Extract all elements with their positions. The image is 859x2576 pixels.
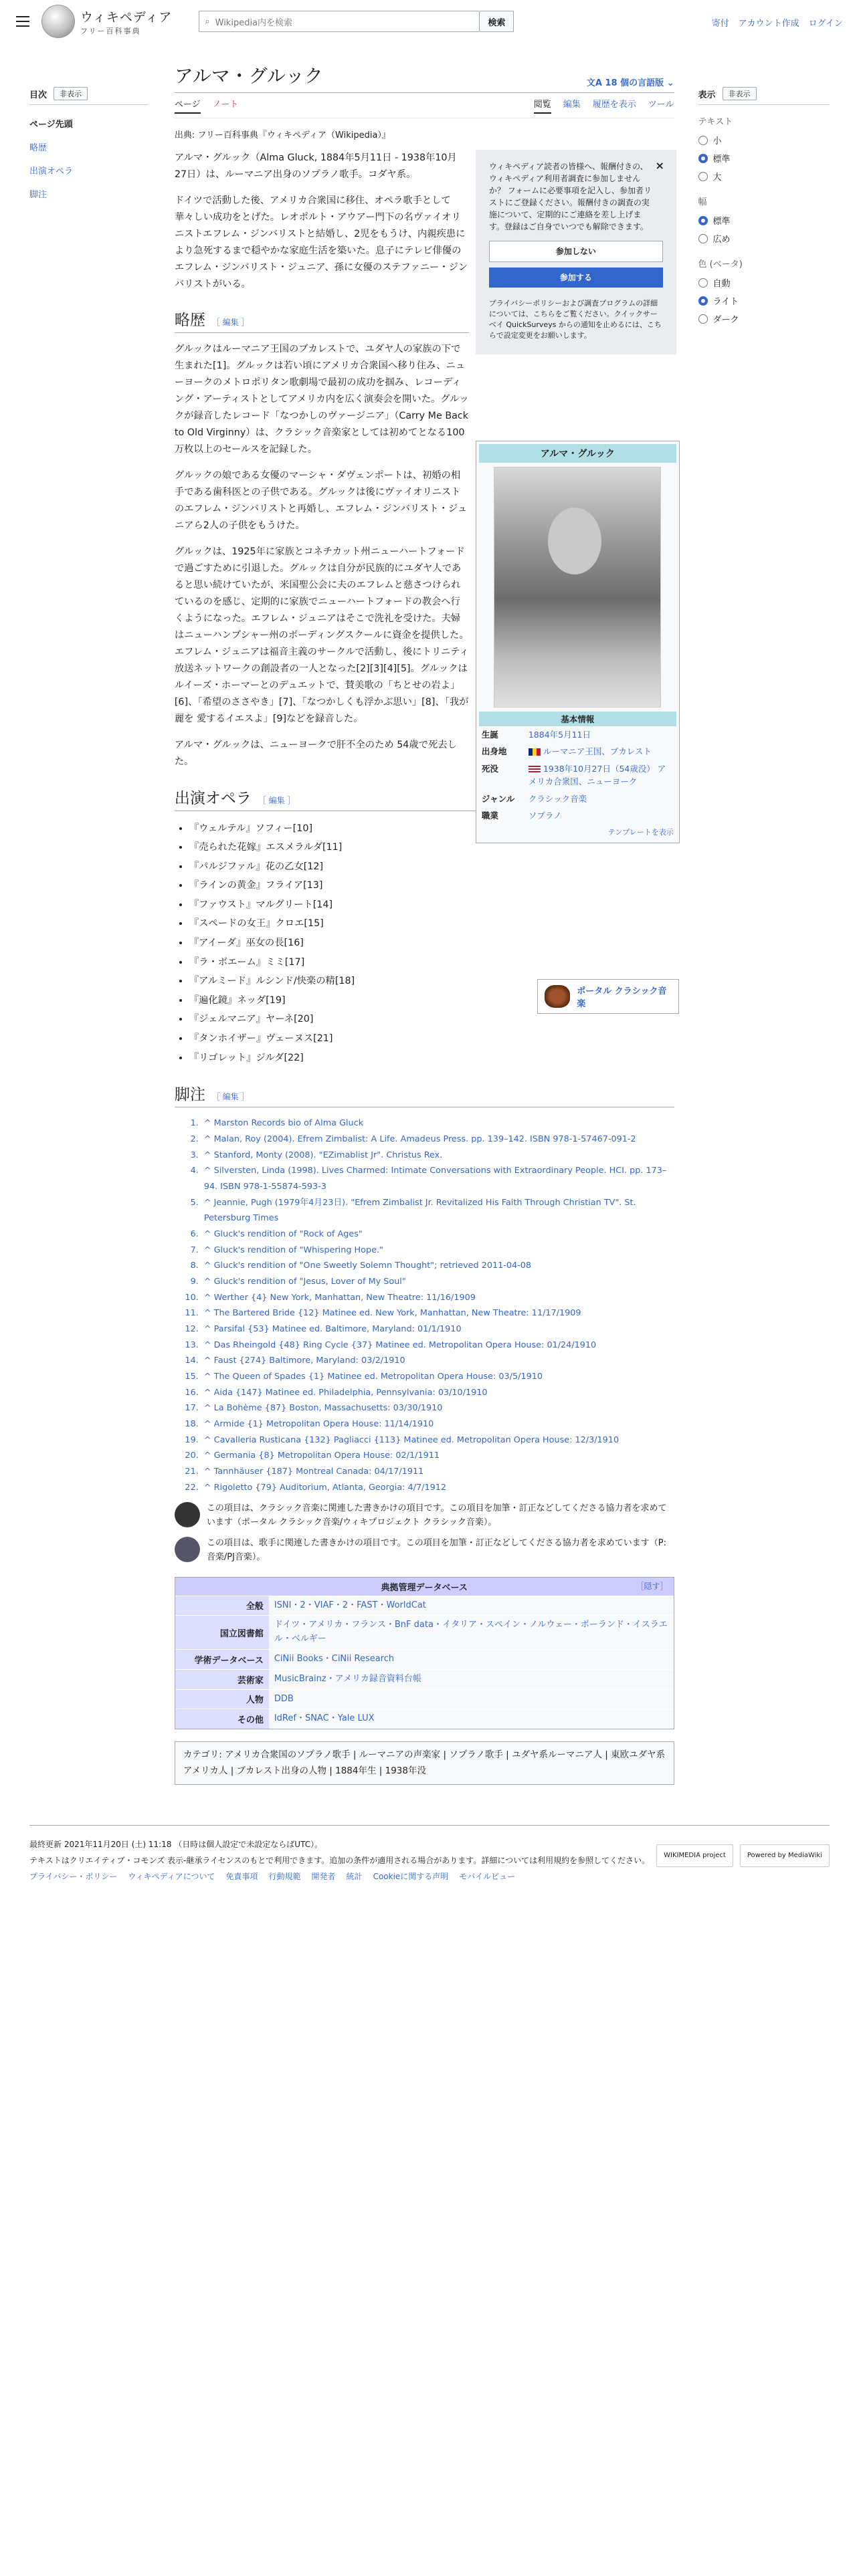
us-flag-icon [529,766,541,773]
operas-heading-text: 出演オペラ [174,789,252,807]
table-of-contents [29,43,148,1785]
authority-values[interactable]: CiNii Books・CiNii Research [269,1649,674,1669]
site-logo[interactable] [41,5,172,38]
reference-item[interactable]: 21. ^ Tannhäuser {187} Montreal Canada: 04/17/1911 [201,1464,674,1480]
violin-icon [545,985,570,1008]
width-standard[interactable] [698,211,830,229]
authority-values[interactable]: IdRef・SNAC・Yale LUX [269,1709,674,1729]
authority-hide-button[interactable]: ［隠す］ [636,1581,668,1591]
close-icon[interactable]: × [655,159,664,172]
category-box[interactable]: カテゴリ: アメリカ合衆国のソプラノ歌手 | ルーマニアの声楽家 | ソプラノ歌手 | ユダヤ系ルーマニア人 | 東欧ユダヤ系アメリカ人 | ブカレスト出身の人物 | 1884年生 | 1938年没 [175,1741,674,1785]
color-auto[interactable] [698,274,830,292]
section-heading-notes [175,1082,674,1107]
width-wide[interactable] [698,229,830,247]
section-heading-career [175,308,469,333]
footer-link[interactable]: プライバシー・ポリシー [29,1872,118,1882]
opera-item[interactable]: • 『スペードの女王』クロエ[15] [189,914,674,934]
survey-text: ウィキペディア読者の皆様へ、報酬付きの、ウィキペディア利用者調査に参加しませんか？ フォームに必要事項を記入し、参加者リストにご登録ください。報酬付きの調査の実施について、定期的にご連絡を差し上げます。登録はご自身でいつでも解除できます。 [488,162,652,231]
reference-item[interactable]: 16. ^ Aida {147} Matinee ed. Philadelphia, Pennsylvania: 03/10/1910 [201,1385,674,1401]
music-stub-icon [175,1502,200,1527]
search-icon: ⌕ [205,16,210,27]
authority-title: 典拠管理データベース [381,1582,468,1593]
appearance-panel [698,43,830,1785]
career-heading-text: 略歴 [174,312,205,330]
authority-values[interactable]: DDB [269,1689,674,1709]
authority-values[interactable]: ISNI・2・VIAF・2・FAST・WorldCat [269,1596,674,1616]
stub-notice [175,1502,674,1530]
infobox-value[interactable]: 1884年5月11日 [528,730,591,740]
page-title: アルマ・グルック [174,65,323,87]
appearance-hide-button[interactable]: 非表示 [723,87,757,100]
option-label: ダーク [712,315,739,325]
wikimedia-badge[interactable]: WIKIMEDIA project [656,1844,733,1867]
infobox-title: アルマ・グルック [479,444,676,463]
reference-item[interactable]: 2. ^ Malan, Roy (2004). Efrem Zimbalist: A Life. Amadeus Press. pp. 139–142. ISBN 978-1-57467-091-2 [201,1132,674,1148]
footer-link[interactable]: 開発者 [311,1872,336,1882]
infobox-key: 出身地 [481,746,507,757]
intro-paragraph: ドイツで活動した後、アメリカ合衆国に移住、オペラ歌手として華々しい成功をとげた。レオポルト・アウアー門下の名ヴァイオリニストエフレム・ジンバリストと結婚し、2児をもうけ、内親疾患により急死するまで穏やかな家庭生活を築いた。息子にテレビ俳優のエフレム・ジンバリスト・ジュニア、孫に女優のステファニー・ジンバリストがいる。 [174,195,468,290]
portal-link[interactable]: ポータル クラシック音楽 [577,986,667,1009]
opera-item[interactable]: • 『タンホイザー』ヴェーヌス[21] [189,1029,674,1049]
article-source: 出典: フリー百科事典『ウィキペディア（Wikipedia）』 [174,130,391,140]
opera-item[interactable]: • 『売られた花嫁』エスメラルダ[11] [189,838,674,857]
option-label: 標準 [712,217,731,227]
stub-text: この項目は、歌手に関連した書きかけの項目です。この項目を加筆・訂正などしてくださる協力者を求めています（P:音楽/PJ音楽）。 [206,1537,667,1562]
toc-item-career[interactable]: 略歴 [29,143,47,153]
decline-survey-button[interactable]: 参加しない [489,241,663,262]
career-paragraph: グルックは、1925年に家族とコネチカット州ニューハートフォードで過ごすために引退した。グルックは自分が民族的にユダヤ人であると思い続けていたが、米国聖公会に夫のエフレムと慈さつけられているのを感じ、定期的に家族でニューハートフォードの教会へ行くようになった。エフレム・ジュニアはそこで洗礼を受けた。夫婦はニューハンプシャー州のボーディングスクールに資金を提供した。エフレム・ジュニアは福音主義のサークルで活動し、後にトリニティ放送ネットワークの創設者の一人となった[2][3][4][5]。グルックはルイーズ・ホーマーとのデュエットで、賛美歌の「ちとせの岩よ」[6]、「希望のささやき」[7]、「なつかしくも浮かぶ思い」[8]、「我が麗を 愛するイエスよ」[9]などを録音した。 [174,546,469,725]
romania-flag-icon [529,748,541,756]
opera-item[interactable]: • 『遍化鏡』ネッダ[19] [189,991,674,1010]
license-text: テキストはクリエイティブ・コモンズ 表示-継承ライセンスのもとで利用できます。追加の条件が適用される場合があります。詳細については利用規約を参照してください。 [29,1856,650,1866]
search-input[interactable] [199,11,480,32]
opera-list [189,819,674,1068]
survey-privacy-text: プライバシーポリシーおよび調査プログラムの詳細については、こちらをご覧ください。クイックサーベイ QuickSurveys からの通知を止めるには、こちらで設定変更をお願いします。 [488,299,662,340]
singer-stub-icon [175,1537,200,1562]
edit-section-link[interactable]: ［ 編集 ］ [211,318,250,328]
login-link[interactable]: ログイン [808,19,843,29]
reference-item[interactable]: 14. ^ Faust {274} Baltimore, Maryland: 03/2/1910 [201,1353,674,1369]
opera-item[interactable]: • 『ジェルマニア』ヤーネ[20] [189,1010,674,1029]
infobox-key: 職業 [481,810,498,821]
text-size-standard[interactable] [698,149,830,167]
reference-item[interactable]: 7. ^ Gluck's rendition of "Whispering Hope." [201,1243,674,1259]
create-account-link[interactable]: アカウント作成 [738,19,799,29]
reference-item[interactable]: 10. ^ Werther {4} New York, Manhattan, New Theatre: 11/16/1909 [201,1290,674,1306]
tab-page[interactable]: ページ [175,97,201,114]
appearance-title: 表示 [698,90,716,100]
donate-link[interactable]: 寄付 [711,19,729,29]
main-menu-icon[interactable] [16,16,29,27]
opera-item[interactable]: • 『アイーダ』巫女の長[16] [189,934,674,953]
language-count: 18 個の言語版 [605,78,664,88]
opera-item[interactable]: • 『リゴレット』ジルダ[22] [189,1049,674,1068]
edit-section-link[interactable]: ［ 編集 ］ [211,1092,250,1102]
toc-item-top[interactable]: ページ先頭 [29,120,73,130]
opera-item[interactable]: • 『ファウスト』マルグリート[14] [189,895,674,915]
portrait-image[interactable] [494,467,661,708]
tab-talk[interactable]: ノート [212,100,239,110]
infobox-subheading: 基本情報 [479,712,676,726]
authority-values[interactable]: ドイツ・アメリカ・フランス・BnF data・イタリア・スペイン・ノルウェー・ポーランド・イスラエル・ベルギー [269,1616,674,1650]
tab-history[interactable]: 履歴を表示 [592,100,636,110]
search-form [199,11,514,32]
page-footer [29,1825,830,1885]
opera-item[interactable]: • 『パルジファル』花の乙女[12] [189,857,674,877]
template-link[interactable]: テンプレートを表示 [607,828,674,837]
reference-item[interactable]: 13. ^ Das Rheingold {48} Ring Cycle {37} Matinee ed. Metropolitan Opera House: 01/24/1910 [201,1337,674,1354]
color-label: 色 (ベータ) [698,259,743,270]
intro-paragraph: アルマ・グルック（Alma Gluck, 1884年5月11日 - 1938年10月27日）は、ルーマニア出身のソプラノ歌手。コダヤ系。 [174,152,457,181]
toc-title: 目次 [29,90,47,100]
reference-item[interactable]: 17. ^ La Bohème {87} Boston, Massachusetts: 03/30/1910 [201,1400,674,1416]
authority-key: 国立図書館 [175,1616,269,1650]
authority-key: 芸術家 [175,1669,269,1689]
infobox-key: 生誕 [481,730,498,740]
edit-section-link[interactable]: ［ 編集 ］ [258,795,296,805]
reference-item[interactable]: 22. ^ Rigoletto {79} Auditorium, Atlanta, Georgia: 4/7/1912 [201,1480,674,1496]
authority-key: 人物 [175,1689,269,1709]
footer-link[interactable]: Cookieに関する声明 [373,1872,449,1882]
wikipedia-globe-icon [41,5,75,38]
opera-item[interactable]: • 『アルミード』ルシンド/快楽の精[18] [189,972,674,991]
last-updated: 最終更新 2021年11月20日 (土) 11:18 （日時は個人設定で未設定ならばUTC）。 [29,1840,323,1850]
toc-item-notes[interactable]: 脚注 [29,190,47,200]
main-content [175,43,674,1785]
reference-item[interactable]: 8. ^ Gluck's rendition of "One Sweetly Solemn Thought"; retrieved 2011-04-08 [201,1258,674,1274]
option-label: 大 [712,173,722,183]
reference-item[interactable]: 20. ^ Germania {8} Metropolitan Opera House: 02/1/1911 [201,1448,674,1464]
color-light[interactable] [698,292,830,310]
option-label: 自動 [712,279,731,289]
career-paragraph: グルックはルーマニア王国のブカレストで、ユダヤ人の家族の下で生まれた[1]。グルックは若い頃にアメリカ合衆国へ移り住み、ニューヨークのメトロポリタン歌劇場で最初の成功を掴み、レコーディング・アーティストとしてアメリカ内を広く演奏会を開いた。グルックが録音したレコード「なつかしのヴァージニア」（Carry Me Back to Old Virginny）は、クラシック音楽家としては初めてとなる100万枚以上のセールスを記録した。 [174,344,469,455]
infobox-value[interactable]: ソプラノ [528,810,562,821]
option-label: 小 [712,136,722,146]
reference-item[interactable]: 6. ^ Gluck's rendition of "Rock of Ages" [201,1226,674,1243]
footer-link[interactable]: 免責事項 [225,1872,258,1882]
survey-panel [476,150,676,354]
join-survey-button[interactable]: 参加する [489,267,663,288]
logo-tagline: フリー百科事典 [80,26,141,35]
tab-edit[interactable]: 編集 [563,100,581,110]
toc-item-operas[interactable]: 出演オペラ [29,167,74,177]
infobox-value[interactable]: ルーマニア王国、ブカレスト [543,746,652,757]
footer-links [29,1868,830,1885]
logo-wordmark: ウィキペディア [80,9,173,25]
toc-hide-button[interactable]: 非表示 [54,87,88,100]
reference-item[interactable]: 11. ^ The Bartered Bride {12} Matinee ed. New York, Manhattan, New Theatre: 11/17/1909 [201,1305,674,1321]
reference-item[interactable]: 3. ^ Stanford, Monty (2008). "EZimablist Jr". Christus Rex. [201,1148,674,1164]
reference-item[interactable]: 12. ^ Parsifal {53} Matinee ed. Baltimore, Maryland: 01/1/1910 [201,1321,674,1337]
infobox [476,441,680,843]
reference-item[interactable]: 1. ^ Marston Records bio of Alma Gluck [201,1115,674,1132]
footer-link[interactable]: 行動規範 [268,1872,301,1882]
text-size-large[interactable] [698,167,830,185]
infobox-value[interactable]: 1938年10月27日（54歳没） アメリカ合衆国、ニューヨーク [528,763,666,787]
career-paragraph: グルックの娘である女優のマーシャ・ダヴェンポートは、初婚の相手である歯科医との子供である。グルックは後にヴァイオリニストのエフレム・ジンバリストと再婚し、エフレム・ジンバリスト・ジュニアら2人の子供をもうけた。 [174,470,468,532]
reference-item[interactable]: 18. ^ Armide {1} Metropolitan Opera House: 11/14/1910 [201,1416,674,1432]
text-size-small[interactable] [698,131,830,149]
opera-item[interactable]: • 『ウェルテル』ソフィー[10] [189,819,674,839]
infobox-value[interactable]: クラシック音楽 [528,793,587,804]
tab-read[interactable]: 閲覧 [534,97,551,114]
option-label: 広め [712,235,731,245]
footer-link[interactable]: モバイルビュー [459,1872,516,1882]
footer-link[interactable]: 統計 [346,1872,363,1882]
authority-key: 学術データベース [175,1649,269,1669]
career-paragraph: アルマ・グルックは、ニューヨークで肝不全のため 54歳で死去した。 [174,740,457,768]
footer-link[interactable]: ウィキペディアについて [128,1872,215,1882]
infobox-key: ジャンル [481,793,515,804]
reference-list [201,1115,674,1495]
authority-control [175,1577,674,1730]
authority-values[interactable]: MusicBrainz・アメリカ録音資料台帳 [269,1669,674,1689]
color-dark[interactable] [698,310,830,328]
reference-item[interactable]: 4. ^ Silversten, Linda (1998). Lives Charmed: Intimate Conversations with Extraordinary People. HCI. pp. 173–94. ISBN 978-1-55874-593-3 [201,1163,674,1194]
reference-item[interactable]: 9. ^ Gluck's rendition of "Jesus, Lover of My Soul" [201,1274,674,1290]
tab-tools[interactable]: ツール [648,100,674,110]
search-placeholder: Wikipedia内を検索 [215,17,293,28]
option-label: ライト [712,297,739,307]
portal-box[interactable] [537,979,679,1014]
language-button[interactable]: 文A 18 個の言語版 ⌄ [586,78,674,88]
infobox-key: 死没 [481,763,498,774]
user-links [712,16,843,29]
notes-heading-text: 脚注 [174,1086,205,1104]
authority-key: その他 [175,1709,269,1729]
authority-key: 全般 [175,1596,269,1616]
page-tabs [175,97,674,118]
stub-notice [175,1537,674,1565]
opera-item[interactable]: • 『ラインの黄金』フライア[13] [189,876,674,895]
text-size-label: テキスト [698,117,733,127]
search-button[interactable]: 検索 [480,11,514,32]
reference-item[interactable]: 15. ^ The Queen of Spades {1} Matinee ed. Metropolitan Opera House: 03/5/1910 [201,1369,674,1385]
site-header [0,0,859,43]
stub-text: この項目は、クラシック音楽に関連した書きかけの項目です。この項目を加筆・訂正などしてくださる協力者を求めています（ポータル クラシック音楽/ウィキプロジェクト クラシック音楽）。 [206,1503,667,1528]
mediawiki-badge[interactable]: Powered by MediaWiki [740,1844,830,1867]
option-label: 標準 [712,154,731,165]
width-label: 幅 [698,197,707,207]
reference-item[interactable]: 19. ^ Cavalleria Rusticana {132} Pagliacci {113} Matinee ed. Metropolitan Opera House: 12/3/1910 [201,1432,674,1448]
opera-item[interactable]: • 『ラ・ボエーム』ミミ[17] [189,953,674,972]
reference-item[interactable]: 5. ^ Jeannie, Pugh (1979年4月23日). "Efrem Zimbalist Jr. Revitalized His Faith Through Christian TV". St. Petersburg Times [201,1195,674,1226]
